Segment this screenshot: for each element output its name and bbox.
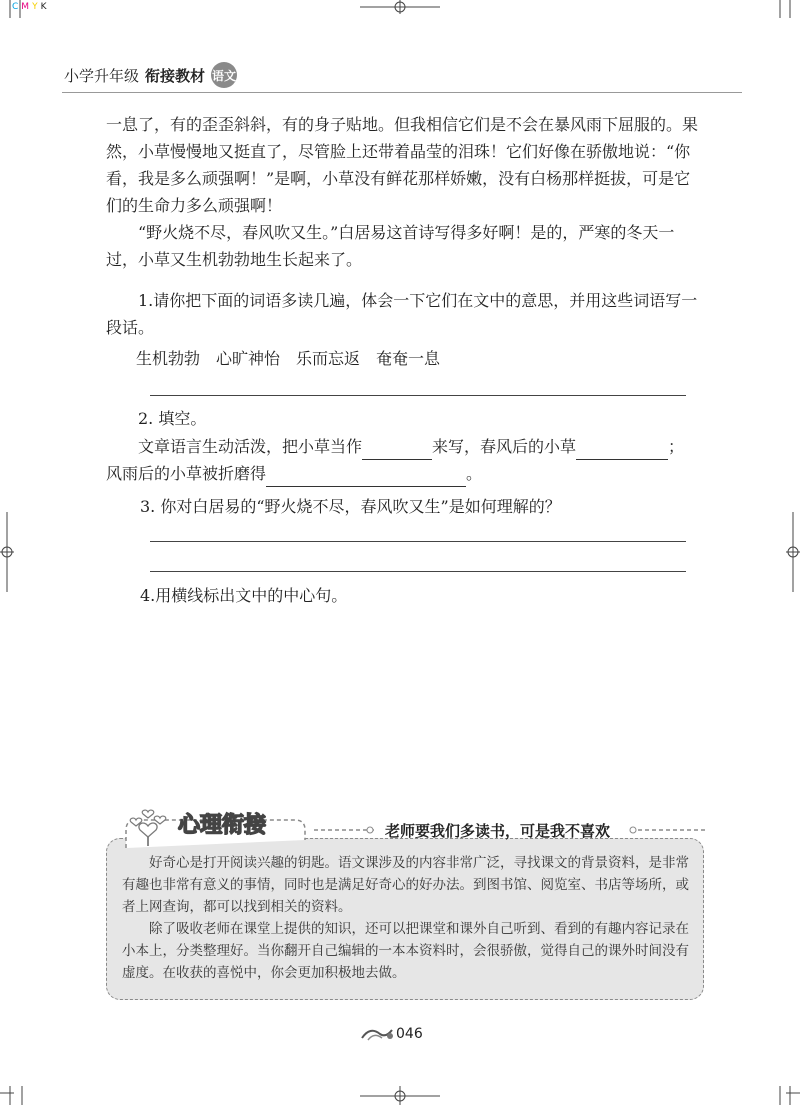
cmyk-y: Y (32, 2, 41, 12)
tip-subtitle: 老师要我们多读书，可是我不喜欢 (385, 822, 611, 840)
tip-paragraph-2: 除了吸收老师在课堂上提供的知识，还可以把课堂和课外自己听到、看到的有趣内容记录在小本上，分类整理好。当你翻开自己编辑的一本本资料时，会很骄傲，觉得自己的课外时间没有虚度。在收获的喜悦中，你会更加积极地去做。 (122, 921, 689, 981)
answer-line[interactable] (150, 541, 686, 542)
answer-line[interactable] (150, 395, 686, 396)
question-1-text: 1.请你把下面的词语多读几遍，体会一下它们在文中的意思，并用这些词语写一段话。 (106, 291, 698, 337)
question-1 (106, 287, 706, 341)
tip-tab-title: 心理衔接 (178, 813, 267, 838)
answer-line[interactable] (150, 571, 686, 572)
passage-paragraph-1: 一息了，有的歪歪斜斜，有的身子贴地。但我相信它们是不会在暴风雨下屈服的。果然，小草慢慢地又挺直了，尽管脸上还带着晶莹的泪珠！它们好像在骄傲地说：“你看，我是多么顽强啊！”是啊，小草没有鲜花那样娇嫩，没有白杨那样挺拔，可是它们的生命力多么顽强啊！ (106, 115, 699, 215)
q2-text-e: 。 (466, 464, 483, 483)
cmyk-c: C (12, 2, 22, 12)
page-number: 046 (396, 1026, 423, 1042)
passage (106, 111, 706, 273)
header-rule (62, 92, 742, 93)
q2-text-c: ； (668, 437, 685, 456)
dotted-connector (314, 826, 374, 834)
running-header (64, 62, 237, 88)
question-2-text: 2. 填空。 (138, 409, 207, 428)
subject-badge: 语文 (211, 62, 237, 88)
swirl-ornament-icon (360, 1024, 394, 1044)
question-1-words: 生机勃勃 心旷神怡 乐而忘返 奄奄一息 (136, 349, 441, 368)
fill-blank[interactable] (266, 486, 466, 487)
cmyk-k: K (40, 2, 50, 12)
q2-text-a: 文章语言生动活泼，把小草当作 (138, 437, 363, 456)
tip-paragraph-1: 好奇心是打开阅读兴趣的钥匙。语文课涉及的内容非常广泛，寻找课文的背景资料，是非常有趣也非常有意义的事情，同时也是满足好奇心的好办法。到图书馆、阅览室、书店等场所，或者上网查询，都可以找到相关的资料。 (122, 855, 689, 915)
cmyk-m: M (21, 2, 33, 12)
header-subtitle: 衔接教材 (145, 66, 206, 85)
question-2-fill (106, 433, 706, 487)
question-3-text: 3. 你对白居易的“野火烧不尽，春风吹又生”是如何理解的？ (140, 497, 561, 516)
fill-blank[interactable] (576, 459, 668, 460)
q2-text-d: 风雨后的小草被折磨得 (106, 464, 267, 483)
dotted-connector (628, 826, 708, 834)
question-4-text: 4.用横线标出文中的中心句。 (140, 586, 348, 605)
header-title: 小学升年级 (64, 66, 140, 85)
tip-content (122, 852, 694, 984)
passage-paragraph-2: “野火烧不尽，春风吹又生。”白居易这首诗写得多好啊！是的，严寒的冬天一过，小草又生机勃勃地生长起来了。 (106, 223, 675, 269)
q2-text-b: 来写，春风后的小草 (432, 437, 577, 456)
